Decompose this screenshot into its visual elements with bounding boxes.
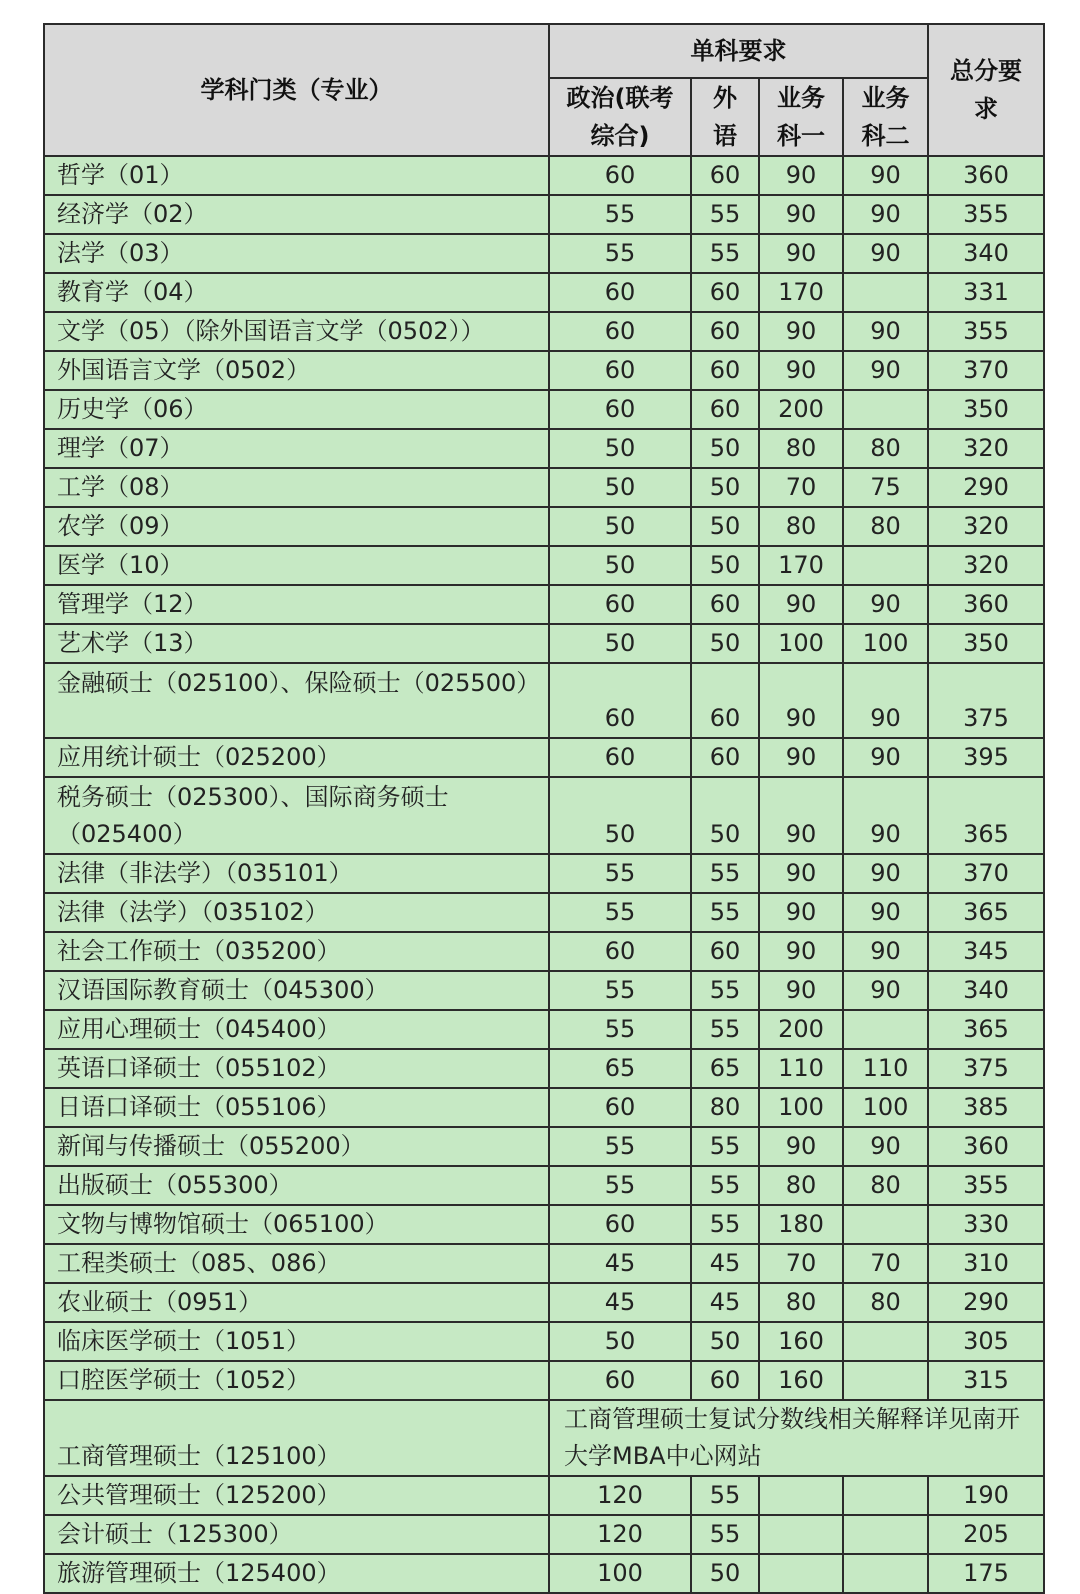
row-category-name: 工商管理硕士（125100） [44,1400,549,1476]
cell-foreign: 60 [691,273,759,312]
cell-politics: 55 [549,971,691,1010]
row-category-name: 外国语言文学（0502） [44,351,549,390]
cell-foreign: 50 [691,429,759,468]
cell-course2 [843,390,928,429]
cell-politics: 50 [549,777,691,854]
cell-foreign: 50 [691,624,759,663]
header-category: 学科门类（专业） [44,24,549,156]
cell-foreign: 50 [691,1322,759,1361]
cell-total: 385 [928,1088,1044,1127]
cell-foreign: 60 [691,738,759,777]
cell-course2: 80 [843,507,928,546]
cell-course1: 90 [759,312,843,351]
cell-total: 315 [928,1361,1044,1400]
cell-course1: 110 [759,1049,843,1088]
cell-course1: 90 [759,663,843,738]
cell-total: 345 [928,932,1044,971]
cell-politics: 60 [549,1088,691,1127]
table-header [44,24,1044,156]
cell-course2: 90 [843,777,928,854]
cell-foreign: 55 [691,854,759,893]
cell-politics: 60 [549,156,691,195]
row-category-name: 临床医学硕士（1051） [44,1322,549,1361]
cell-course2: 90 [843,932,928,971]
header-foreign: 外语 [691,78,759,156]
cell-politics: 60 [549,1361,691,1400]
table-row [44,854,1044,893]
cell-foreign: 45 [691,1244,759,1283]
row-category-name: 哲学（01） [44,156,549,195]
cell-course1: 200 [759,390,843,429]
table-row [44,1010,1044,1049]
cell-politics: 50 [549,507,691,546]
row-category-name: 历史学（06） [44,390,549,429]
cell-course1 [759,1515,843,1554]
cell-politics: 60 [549,273,691,312]
table-row [44,1322,1044,1361]
cell-foreign: 55 [691,1166,759,1205]
cell-total: 175 [928,1554,1044,1593]
cell-course2: 90 [843,195,928,234]
table-row [44,468,1044,507]
row-category-name: 公共管理硕士（125200） [44,1476,549,1515]
table-row [44,932,1044,971]
table-row [44,1361,1044,1400]
table-row [44,546,1044,585]
cell-total: 320 [928,507,1044,546]
row-category-name: 经济学（02） [44,195,549,234]
table-row [44,971,1044,1010]
row-category-name: 法律（法学）（035102） [44,893,549,932]
cell-foreign: 55 [691,1127,759,1166]
cell-course1: 90 [759,971,843,1010]
cell-politics: 55 [549,1127,691,1166]
header-politics: 政治(联考综合) [549,78,691,156]
cell-foreign: 55 [691,893,759,932]
cell-politics: 45 [549,1283,691,1322]
row-category-name: 农学（09） [44,507,549,546]
cell-politics: 55 [549,893,691,932]
row-category-name: 法律（非法学）（035101） [44,854,549,893]
table-row-mba [44,1400,1044,1476]
table-row [44,585,1044,624]
cell-total: 320 [928,429,1044,468]
cell-course1: 80 [759,1166,843,1205]
table-row [44,624,1044,663]
cell-politics: 45 [549,1244,691,1283]
cell-total: 355 [928,1166,1044,1205]
row-category-name: 社会工作硕士（035200） [44,932,549,971]
cell-course2: 90 [843,663,928,738]
cell-politics: 55 [549,195,691,234]
cell-course2: 90 [843,312,928,351]
table-row [44,507,1044,546]
cell-course1: 160 [759,1361,843,1400]
row-category-name: 管理学（12） [44,585,549,624]
cell-course1: 90 [759,777,843,854]
cell-course2: 75 [843,468,928,507]
table-row [44,1283,1044,1322]
cell-foreign: 60 [691,351,759,390]
cell-course2: 100 [843,1088,928,1127]
row-category-name: 工程类硕士（085、086） [44,1244,549,1283]
table-body [44,156,1044,1593]
cell-politics: 50 [549,468,691,507]
cell-course1: 80 [759,429,843,468]
score-requirements-table [43,23,1045,1594]
row-category-name: 出版硕士（055300） [44,1166,549,1205]
cell-total: 370 [928,854,1044,893]
header-single-subject: 单科要求 [549,24,928,78]
table-row [44,1049,1044,1088]
cell-total: 355 [928,312,1044,351]
cell-total: 365 [928,777,1044,854]
cell-total: 350 [928,390,1044,429]
cell-foreign: 50 [691,546,759,585]
table-row [44,273,1044,312]
cell-course2: 80 [843,1166,928,1205]
table-row [44,156,1044,195]
cell-politics: 60 [549,1205,691,1244]
cell-politics: 100 [549,1554,691,1593]
mba-note: 工商管理硕士复试分数线相关解释详见南开大学MBA中心网站 [549,1400,1044,1476]
table-row [44,1554,1044,1593]
cell-total: 375 [928,1049,1044,1088]
table-row [44,663,1044,738]
cell-course1: 170 [759,273,843,312]
cell-foreign: 60 [691,932,759,971]
cell-total: 360 [928,585,1044,624]
cell-total: 190 [928,1476,1044,1515]
cell-politics: 55 [549,854,691,893]
table-row [44,1205,1044,1244]
cell-total: 330 [928,1205,1044,1244]
cell-total: 290 [928,468,1044,507]
row-category-name: 日语口译硕士（055106） [44,1088,549,1127]
cell-course2 [843,546,928,585]
cell-politics: 50 [549,546,691,585]
cell-course2 [843,1515,928,1554]
cell-politics: 55 [549,1166,691,1205]
table-row [44,390,1044,429]
cell-politics: 50 [549,624,691,663]
cell-course2: 80 [843,1283,928,1322]
cell-course1: 80 [759,507,843,546]
cell-total: 305 [928,1322,1044,1361]
cell-foreign: 60 [691,312,759,351]
cell-politics: 50 [549,1322,691,1361]
row-category-name: 艺术学（13） [44,624,549,663]
cell-course1: 170 [759,546,843,585]
cell-course1: 90 [759,156,843,195]
cell-foreign: 80 [691,1088,759,1127]
cell-total: 290 [928,1283,1044,1322]
cell-politics: 65 [549,1049,691,1088]
cell-total: 355 [928,195,1044,234]
cell-politics: 60 [549,351,691,390]
table-row [44,1166,1044,1205]
cell-course1 [759,1554,843,1593]
cell-total: 320 [928,546,1044,585]
cell-course2 [843,1205,928,1244]
table-row [44,738,1044,777]
cell-politics: 55 [549,234,691,273]
cell-course2 [843,1010,928,1049]
cell-foreign: 60 [691,585,759,624]
cell-foreign: 50 [691,468,759,507]
cell-course1: 90 [759,738,843,777]
row-category-name: 理学（07） [44,429,549,468]
cell-course2 [843,1322,928,1361]
cell-politics: 60 [549,390,691,429]
score-table-container [43,23,1045,1594]
table-row [44,351,1044,390]
cell-politics: 120 [549,1515,691,1554]
table-row [44,1476,1044,1515]
cell-politics: 120 [549,1476,691,1515]
row-category-name: 农业硕士（0951） [44,1283,549,1322]
cell-course1: 90 [759,585,843,624]
cell-politics: 50 [549,429,691,468]
cell-total: 310 [928,1244,1044,1283]
cell-course2 [843,1361,928,1400]
cell-foreign: 50 [691,1554,759,1593]
cell-total: 340 [928,234,1044,273]
cell-course2: 110 [843,1049,928,1088]
cell-total: 205 [928,1515,1044,1554]
cell-politics: 55 [549,1010,691,1049]
cell-course2: 90 [843,738,928,777]
cell-course2: 90 [843,854,928,893]
cell-course1: 100 [759,1088,843,1127]
cell-course2: 90 [843,585,928,624]
table-row [44,1088,1044,1127]
cell-foreign: 60 [691,663,759,738]
cell-total: 370 [928,351,1044,390]
cell-foreign: 55 [691,1010,759,1049]
cell-course2: 80 [843,429,928,468]
cell-course2: 90 [843,351,928,390]
cell-course1: 80 [759,1283,843,1322]
cell-course1: 160 [759,1322,843,1361]
row-category-name: 文物与博物馆硕士（065100） [44,1205,549,1244]
row-category-name: 英语口译硕士（055102） [44,1049,549,1088]
cell-course2: 90 [843,156,928,195]
table-row [44,234,1044,273]
table-row [44,312,1044,351]
table-row [44,1127,1044,1166]
cell-course1: 70 [759,468,843,507]
table-row [44,777,1044,854]
row-category-name: 新闻与传播硕士（055200） [44,1127,549,1166]
cell-course2 [843,1476,928,1515]
cell-total: 365 [928,1010,1044,1049]
row-category-name: 应用心理硕士（045400） [44,1010,549,1049]
row-category-name: 会计硕士（125300） [44,1515,549,1554]
cell-foreign: 65 [691,1049,759,1088]
cell-politics: 60 [549,932,691,971]
cell-course1: 100 [759,624,843,663]
cell-total: 375 [928,663,1044,738]
table-row [44,1244,1044,1283]
table-row [44,429,1044,468]
row-category-name: 税务硕士（025300）、国际商务硕士（025400） [44,777,549,854]
cell-course2: 90 [843,893,928,932]
row-category-name: 应用统计硕士（025200） [44,738,549,777]
cell-foreign: 55 [691,1476,759,1515]
cell-course2: 90 [843,1127,928,1166]
header-course1: 业务科一 [759,78,843,156]
cell-course2: 90 [843,971,928,1010]
cell-total: 350 [928,624,1044,663]
cell-total: 360 [928,1127,1044,1166]
row-category-name: 医学（10） [44,546,549,585]
cell-course1: 200 [759,1010,843,1049]
cell-course1: 70 [759,1244,843,1283]
header-course2: 业务科二 [843,78,928,156]
cell-total: 340 [928,971,1044,1010]
row-category-name: 文学（05）（除外国语言文学（0502）） [44,312,549,351]
cell-course1: 90 [759,893,843,932]
cell-course1: 180 [759,1205,843,1244]
cell-foreign: 55 [691,195,759,234]
cell-total: 360 [928,156,1044,195]
row-category-name: 工学（08） [44,468,549,507]
cell-course2 [843,1554,928,1593]
cell-total: 395 [928,738,1044,777]
cell-foreign: 50 [691,507,759,546]
cell-course1: 90 [759,234,843,273]
cell-foreign: 55 [691,234,759,273]
cell-total: 331 [928,273,1044,312]
row-category-name: 教育学（04） [44,273,549,312]
table-row [44,1515,1044,1554]
row-category-name: 法学（03） [44,234,549,273]
header-total: 总分要求 [928,24,1044,156]
cell-course1: 90 [759,195,843,234]
cell-foreign: 45 [691,1283,759,1322]
cell-total: 365 [928,893,1044,932]
table-row [44,195,1044,234]
cell-course2: 100 [843,624,928,663]
cell-course1: 90 [759,932,843,971]
cell-course2 [843,273,928,312]
cell-course1: 90 [759,351,843,390]
cell-course2: 70 [843,1244,928,1283]
cell-politics: 60 [549,585,691,624]
cell-foreign: 55 [691,1205,759,1244]
row-category-name: 旅游管理硕士（125400） [44,1554,549,1593]
table-row [44,893,1044,932]
cell-politics: 60 [549,663,691,738]
row-category-name: 汉语国际教育硕士（045300） [44,971,549,1010]
cell-politics: 60 [549,312,691,351]
cell-foreign: 60 [691,156,759,195]
cell-foreign: 50 [691,777,759,854]
row-category-name: 口腔医学硕士（1052） [44,1361,549,1400]
cell-politics: 60 [549,738,691,777]
cell-foreign: 60 [691,390,759,429]
cell-course1: 90 [759,1127,843,1166]
cell-course1 [759,1476,843,1515]
cell-foreign: 60 [691,1361,759,1400]
cell-foreign: 55 [691,971,759,1010]
cell-course2: 90 [843,234,928,273]
cell-foreign: 55 [691,1515,759,1554]
cell-course1: 90 [759,854,843,893]
row-category-name: 金融硕士（025100）、保险硕士（025500） [44,663,549,738]
